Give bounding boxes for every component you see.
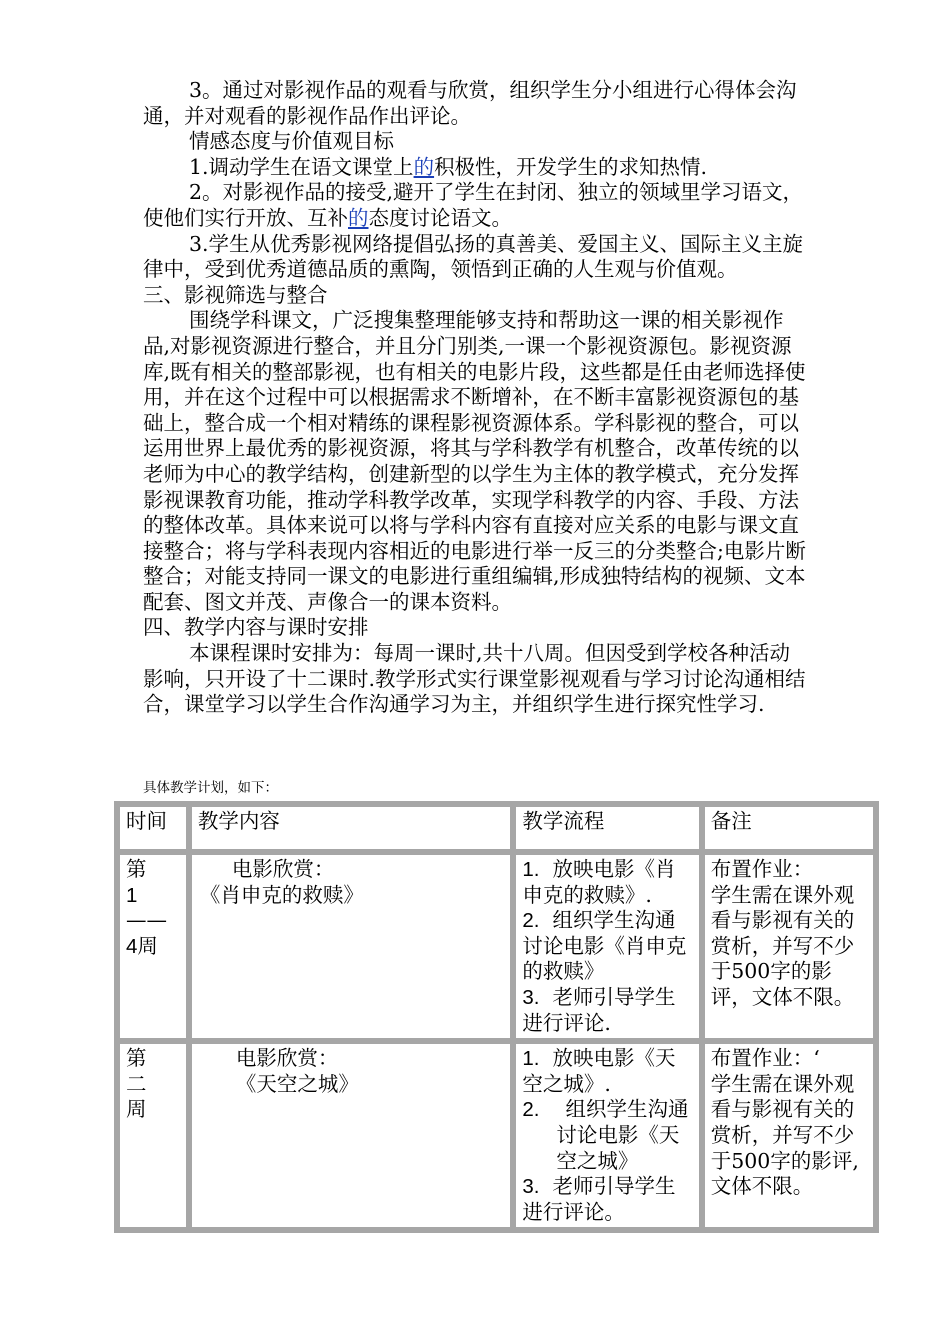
note-line: 学生需在课外观看与影视有关的赏析，并写不少于500字的影评，文体不限。 <box>710 882 855 1009</box>
header-content: 教学内容 <box>189 804 513 852</box>
step-number: 2. <box>522 909 540 933</box>
section-heading-3: 三、影视筛选与整合 <box>143 282 328 307</box>
inline-link[interactable]: 的 <box>348 205 369 230</box>
inline-link[interactable]: 的 <box>413 154 435 179</box>
table-row <box>117 1041 876 1230</box>
paragraph-film-integration: 围绕学科课文，广泛搜集整理能够支持和帮助这一课的相关影视作品,对影视资源进行整合，并且分门别类,一课一个影视资源包。影视资源库,既有相关的整部影视，也有相关的电影片段，这些都是任由老师选择使用，并在这个过程中可以根据需求不断增补，在不断丰富影视资源包的基础上，整合成一个相对精练的课程影视资源体系。学科影视的整合，可以运用世界上最优秀的影视资源，将其与学科教学有机整合，改革传统的以老师为中心的教学结构，创建新型的以学生为主体的教学模式，充分发挥影视课教育功能，推动学科教学改革，实现学科教学的内容、手段、方法的整体改革。具体来说可以将与学科内容有直接对应关系的电影与课文直接整合；将与学科表现内容相近的电影进行举一反三的分类整合;电影片断整合；对能支持同一课文的电影进行重组编辑,形成独特结构的视频、文本配套、图文并茂、声像合一的课本资料。 <box>143 308 806 614</box>
step-text: 组织学生沟通讨论电影《天空之城》 <box>556 1097 689 1173</box>
time-line-text: 4周 <box>126 934 158 958</box>
step-text: 放映电影《天空之城》. <box>522 1046 676 1096</box>
paragraph-emotional-1 <box>143 155 808 181</box>
content-line: 电影欣赏： <box>235 1046 339 1071</box>
paragraph-schedule: 本课程课时安排为：每周一课时,共十八周。但因受到学校各种活动影响，只开设了十二课时.教学形式实行课堂影视观看与学习讨论沟通相结合，课堂学习以学生合作沟通学习为主，并组织学生进行探究性学习. <box>143 641 806 717</box>
list-item <box>522 857 692 908</box>
paragraph-objective-3: 3。通过对影视作品的观看与欣赏，组织学生分小组进行心得体会沟通，并对观看的影视作品作出评论。 <box>143 78 797 128</box>
time-line: 二 <box>126 1071 147 1096</box>
cell-time <box>117 852 189 1041</box>
time-line: 第 <box>126 857 147 881</box>
cell-notes <box>702 852 876 1041</box>
header-process: 教学流程 <box>513 804 701 852</box>
body-text <box>143 78 808 718</box>
step-number: 3. <box>522 985 540 1009</box>
content-line: 《天空之城》 <box>235 1071 359 1096</box>
content-line: 电影欣赏： <box>231 857 335 881</box>
paragraph-emotional-3: 3.学生从优秀影视网络提倡弘扬的真善美、爱国主义、国际主义主旋律中，受到优秀道德品质的熏陶，领悟到正确的人生观与价值观。 <box>143 231 804 282</box>
header-time: 时间 <box>117 804 189 852</box>
cell-time <box>117 1041 189 1230</box>
time-line: 1 <box>126 883 138 907</box>
step-number: 2. <box>522 1098 540 1122</box>
time-line: —— <box>126 908 167 933</box>
text-segment: 积极性，开发学生的求知热情. <box>434 154 708 179</box>
list-item <box>522 908 692 985</box>
step-text: 老师引导学生进行评论. <box>522 984 676 1035</box>
step-number: 1. <box>522 1047 540 1071</box>
header-notes: 备注 <box>702 804 876 852</box>
step-number: 1. <box>522 858 540 881</box>
process-steps <box>522 1046 692 1225</box>
text-segment: 态度讨论语文。 <box>368 205 512 230</box>
cell-process <box>513 1041 701 1230</box>
note-line: 布置作业： <box>710 857 814 881</box>
step-text: 组织学生沟通讨论电影《肖申克的救赎》 <box>522 908 687 984</box>
content-line: 《肖申克的救赎》 <box>199 882 364 907</box>
process-steps <box>522 857 692 1036</box>
table-header-row <box>117 804 876 852</box>
text-segment: 2。对影视作品的接受,避开了学生在封闭、独立的领域里学习语文，使他们实行开放、互补 <box>143 180 804 230</box>
list-item <box>522 1174 692 1225</box>
step-text: 放映电影《肖申克的救赎》. <box>522 857 676 907</box>
text-segment: 1.调动学生在语文课堂上 <box>189 154 414 179</box>
time-line: 周 <box>126 1097 147 1122</box>
step-text: 老师引导学生进行评论。 <box>522 1174 676 1224</box>
paragraph-emotional-2 <box>143 180 808 231</box>
cell-notes <box>702 1041 876 1230</box>
list-item <box>522 985 692 1036</box>
step-number: 3. <box>522 1175 540 1199</box>
section-heading-4: 四、教学内容与课时安排 <box>143 615 369 640</box>
table-row <box>117 852 876 1041</box>
cell-content <box>189 852 513 1041</box>
list-item <box>522 1046 692 1097</box>
cell-content <box>189 1041 513 1230</box>
teaching-plan-table <box>114 801 879 1233</box>
list-item <box>522 1097 692 1174</box>
plan-caption: 具体教学计划，如下： <box>143 780 278 796</box>
note-line: 学生需在课外观看与影视有关的赏析，并写不少于500字的影评,文体不限。 <box>710 1071 859 1199</box>
heading-emotional-goals: 情感态度与价值观目标 <box>189 129 394 154</box>
time-line <box>126 934 180 960</box>
cell-process <box>513 852 701 1041</box>
time-line: 第 <box>126 1046 147 1071</box>
note-line: 布置作业：‘ <box>710 1046 820 1071</box>
